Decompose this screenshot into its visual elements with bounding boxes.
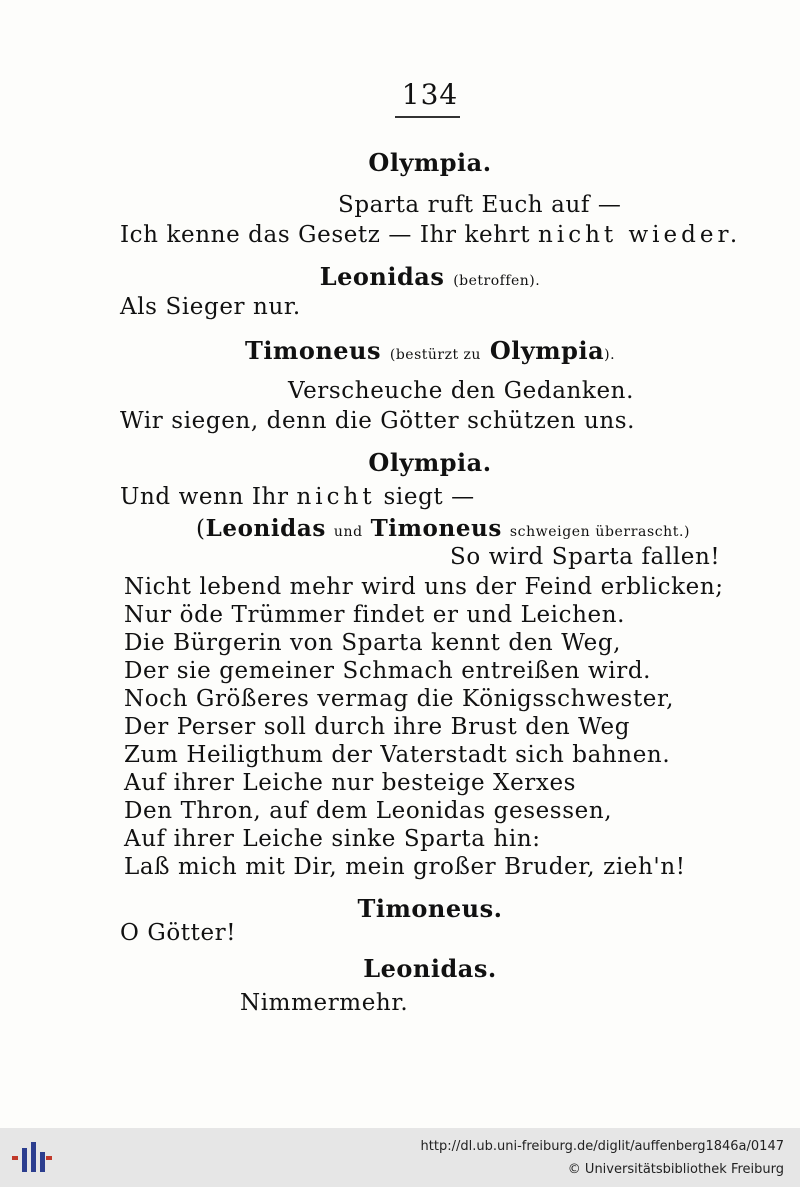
text-line: So wird Sparta fallen! — [450, 544, 721, 570]
stage-direction: (Leonidas und Timoneus schweigen überrascht.) — [196, 515, 691, 542]
text-line: Sparta ruft Euch auf — — [338, 192, 622, 218]
speaker-olympia-2: Olympia. — [368, 448, 492, 477]
speaker-timoneus-1: Timoneus (bestürzt zu Olympia). — [244, 336, 616, 365]
speaker-leonidas-1: Leonidas (betroffen). — [319, 262, 541, 291]
text-line: Und wenn Ihr nicht siegt — — [120, 484, 475, 510]
verse-line: Auf ihrer Leiche sinke Sparta hin: — [124, 826, 541, 852]
verse-line: Zum Heiligthum der Vaterstadt sich bahnen. — [124, 742, 671, 768]
verse-line: Den Thron, auf dem Leonidas gesessen, — [124, 798, 613, 824]
speaker-leonidas-2: Leonidas. — [363, 954, 497, 983]
verse-line: Nicht lebend mehr wird uns der Feind erblicken; — [124, 574, 724, 600]
speaker-olympia-1: Olympia. — [368, 148, 492, 177]
verse-line: Laß mich mit Dir, mein großer Bruder, zieh'n! — [124, 854, 686, 880]
page-number-rule — [395, 116, 460, 118]
verse-line: Nur öde Trümmer findet er und Leichen. — [124, 602, 626, 628]
page-url[interactable]: http://dl.ub.uni-freiburg.de/diglit/auffenberg1846a/0147 — [420, 1139, 784, 1154]
stage-direction: (betroffen). — [453, 273, 541, 289]
text-line: Verscheuche den Gedanken. — [288, 378, 635, 404]
text-line: O Götter! — [120, 920, 237, 946]
text-line: Ich kenne das Gesetz — Ihr kehrt nicht wieder. — [120, 222, 742, 248]
stage-direction: (bestürzt zu — [389, 347, 481, 363]
verse-line: Noch Größeres vermag die Königsschwester, — [124, 686, 674, 712]
emphasized-text: nicht — [296, 484, 376, 510]
verse-line: Der sie gemeiner Schmach entreißen wird. — [124, 658, 652, 684]
copyright-notice: © Universitätsbibliothek Freiburg — [567, 1162, 784, 1177]
emphasized-text: nicht wieder. — [538, 222, 742, 248]
verse-line: Auf ihrer Leiche nur besteige Xerxes — [124, 770, 577, 796]
text-line: Als Sieger nur. — [120, 294, 301, 320]
text-line: Wir siegen, denn die Götter schützen uns. — [120, 408, 636, 434]
page-number: 134 — [401, 78, 459, 111]
verse-line: Die Bürgerin von Sparta kennt den Weg, — [124, 630, 622, 656]
verse-line: Der Perser soll durch ihre Brust den Weg — [124, 714, 631, 740]
text-line: Nimmermehr. — [240, 990, 409, 1016]
speaker-timoneus-2: Timoneus. — [357, 894, 503, 923]
ub-freiburg-logo-icon — [12, 1140, 52, 1176]
viewer-footer — [0, 1128, 800, 1187]
